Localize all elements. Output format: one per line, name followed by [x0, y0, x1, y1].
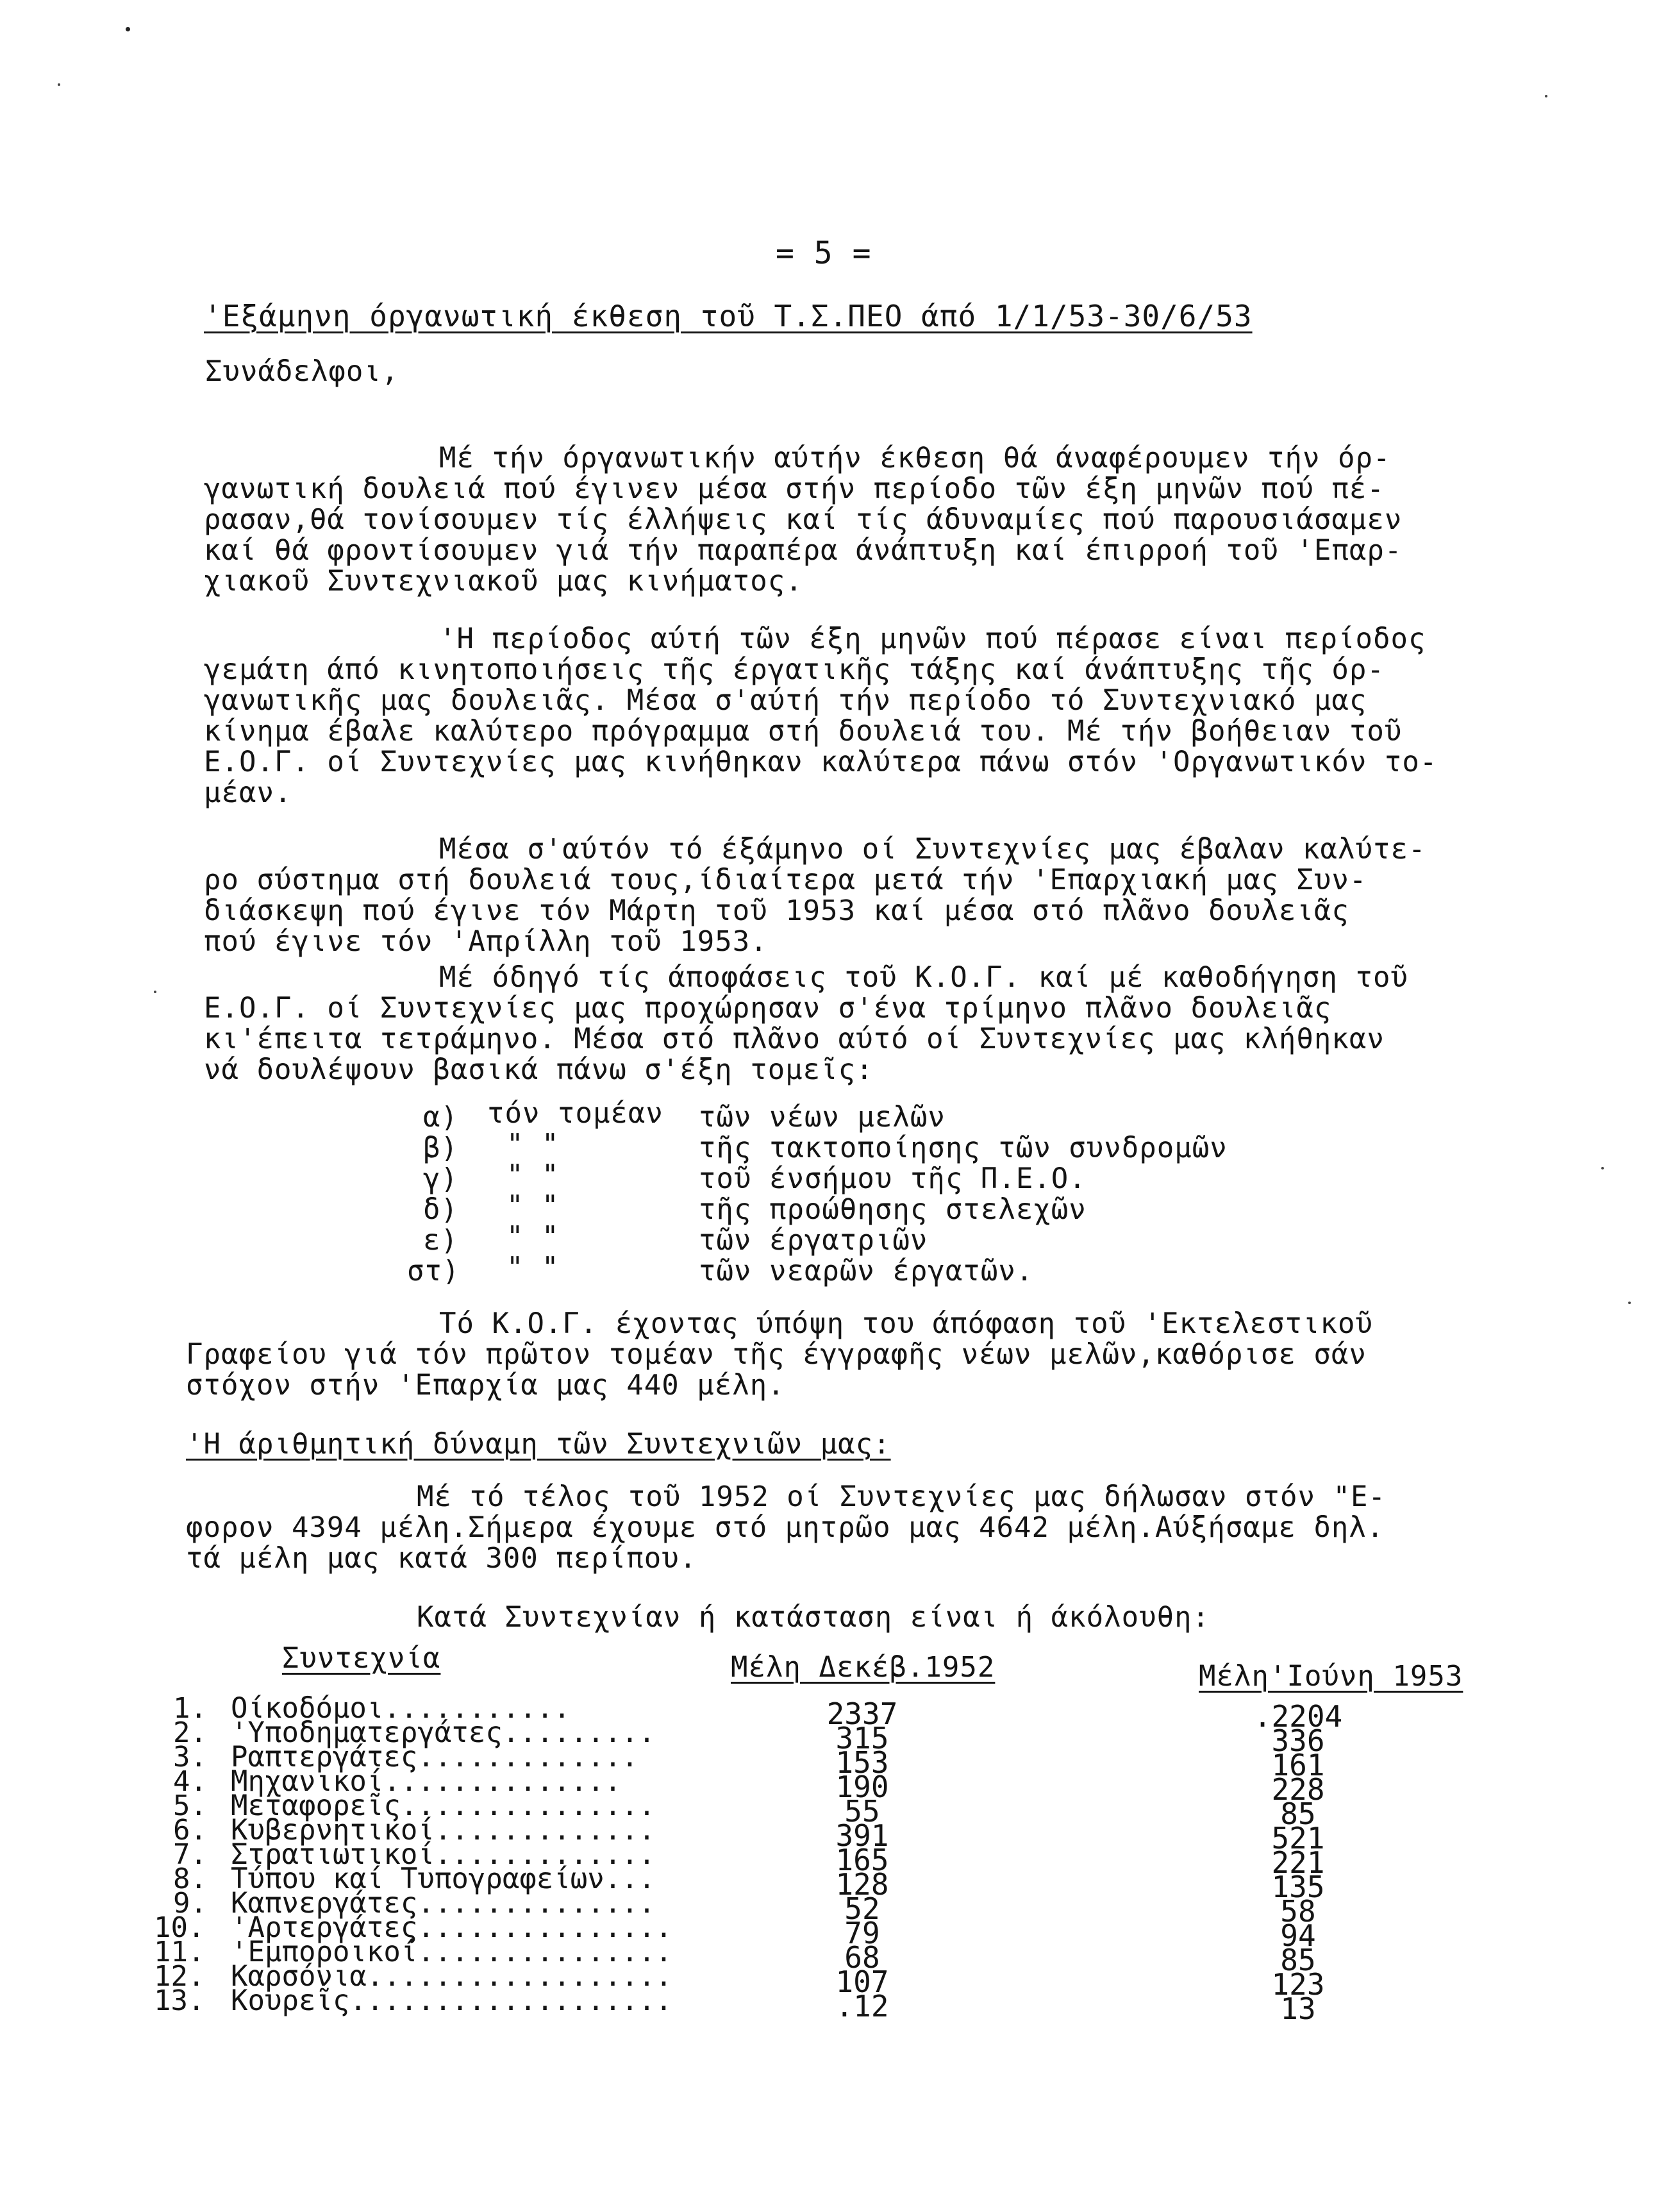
scan-speck	[1601, 1167, 1604, 1169]
text-line: Ε.Ο.Γ. οί Συντεχνίες μας προχώρησαν σ'ένα τρίμηνο πλᾶνο δουλειᾶς	[204, 992, 1332, 1025]
text-line: 'Η περίοδος αύτή τῶν έξη μηνῶν πού πέρασε είναι περίοδος	[439, 623, 1426, 655]
text-line: γεμάτη άπό κινητοποιήσεις τῆς έργατικῆς τάξης καί άνάπτυξης τῆς όρ-	[204, 653, 1385, 686]
table-row-union: Στρατιωτικοί.............	[231, 1838, 656, 1871]
scan-speck	[1545, 95, 1547, 97]
sector-letter: α)	[423, 1101, 458, 1134]
text-line: γανωτική δουλειά πού έγινεν μέσα στήν περίοδο τῶν έξη μηνῶν πού πέ-	[204, 473, 1385, 505]
table-row-union: 'Αρτεργάτες...............	[231, 1911, 672, 1944]
table-row-union: Ραπτεργάτες.............	[231, 1741, 638, 1773]
text-line: διάσκεψη πού έγινε τόν Μάρτη τοῦ 1953 καί μέσα στό πλᾶνο δουλειᾶς	[204, 894, 1349, 927]
text-line: Μέ τήν όργανωτικήν αύτήν έκθεση θά άναφέρουμεν τήν όρ-	[439, 442, 1391, 474]
table-cell-dec-1952: 391	[835, 1818, 889, 1853]
table-row-number: 9.	[173, 1887, 207, 1920]
table-cell-jun-1953: .2204	[1253, 1699, 1343, 1734]
table-row-number: 8.	[173, 1863, 207, 1895]
table-header-dec-1952: Μέλη Δεκέβ.1952	[731, 1651, 996, 1684]
table-cell-dec-1952: .12	[835, 1989, 889, 2023]
table-row-number: 1.	[173, 1692, 207, 1725]
table-cell-jun-1953: 135	[1271, 1870, 1325, 1904]
table-row-union: 'Υποδηματεργάτες.........	[231, 1716, 656, 1749]
text-line: χιακοῦ Συντεχνιακοῦ μας κινήματος.	[204, 565, 803, 598]
sector-letter: β)	[423, 1132, 458, 1164]
text-line: Τό Κ.Ο.Γ. έχοντας ύπόψη του άπόφαση τοῦ 'Εκτελεστικοῦ	[439, 1307, 1373, 1340]
sector-text: τῆς τακτοποίησης τῶν συνδρομῶν	[699, 1132, 1228, 1164]
table-cell-jun-1953: 161	[1271, 1748, 1325, 1782]
sector-prefix: " "	[506, 1159, 560, 1191]
text-line: ρο σύστημα στή δουλειά τους,ίδιαίτερα μετά τήν 'Επαρχιακή μας Συν-	[204, 864, 1367, 896]
scan-speck	[126, 27, 130, 31]
table-row-union: Κυβερνητικοί.............	[231, 1814, 656, 1847]
table-cell-jun-1953: 123	[1271, 1967, 1325, 2002]
table-cell-jun-1953: 58	[1280, 1894, 1316, 1929]
table-row-number: 7.	[173, 1838, 207, 1871]
sector-text: τῆς προώθησης στελεχῶν	[699, 1193, 1087, 1226]
sector-text: τῶν νεαρῶν έργατῶν.	[699, 1255, 1034, 1287]
table-row-union: Μεταφορεῖς...............	[231, 1789, 656, 1822]
table-row-number: 2.	[173, 1716, 207, 1749]
table-cell-jun-1953: 336	[1271, 1723, 1325, 1758]
sector-prefix: " "	[506, 1128, 560, 1160]
table-row-number: 10.	[154, 1911, 205, 1944]
table-cell-dec-1952: 52	[844, 1891, 880, 1926]
table-row-number: 11.	[154, 1936, 205, 1968]
text-line: Μέ όδηγό τίς άποφάσεις τοῦ Κ.Ο.Γ. καί μέ καθοδήγηση τοῦ	[439, 961, 1408, 994]
text-line: Ε.Ο.Γ. οί Συντεχνίες μας κινήθηκαν καλύτερα πάνω στόν 'Οργανωτικόν το-	[204, 746, 1438, 778]
table-header-jun-1953: Μέλη'Ιούνη 1953	[1199, 1660, 1463, 1693]
text-line: γανωτικῆς μας δουλειᾶς. Μέσα σ'αύτή τήν περίοδο τό Συντεχνιακό μας	[204, 684, 1367, 717]
table-row-union: Κουρεῖς...................	[231, 1984, 672, 2017]
table-cell-dec-1952: 153	[835, 1745, 889, 1780]
table-cell-jun-1953: 94	[1280, 1918, 1316, 1953]
table-cell-jun-1953: 228	[1271, 1772, 1325, 1807]
table-cell-jun-1953: 13	[1280, 1991, 1316, 2026]
table-row-number: 13.	[154, 1984, 205, 2017]
salutation: Συνάδελφοι,	[205, 355, 399, 388]
table-row-number: 4.	[173, 1765, 207, 1798]
table-cell-jun-1953: 85	[1280, 1943, 1316, 1977]
text-line: τά μέλη μας κατά 300 περίπου.	[186, 1542, 697, 1575]
table-cell-dec-1952: 315	[835, 1721, 889, 1755]
sector-letter: δ)	[423, 1193, 458, 1226]
scan-speck	[58, 83, 60, 86]
table-cell-jun-1953: 521	[1271, 1821, 1325, 1856]
section-subheading: 'Η άριθμητική δύναμη τῶν Συντεχνιῶν μας:	[186, 1428, 891, 1461]
table-cell-dec-1952: 165	[835, 1843, 889, 1877]
table-cell-dec-1952: 128	[835, 1867, 889, 1902]
sector-letter: στ)	[407, 1255, 460, 1287]
table-intro: Κατά Συντεχνίαν ή κατάσταση είναι ή άκόλουθη:	[417, 1601, 1210, 1634]
text-line: φορον 4394 μέλη.Σήμερα έχουμε στό μητρῶο μας 4642 μέλη.Αύξήσαμε δηλ.	[186, 1511, 1385, 1544]
table-row-union: Καρσόνια..................	[231, 1960, 672, 1993]
sector-prefix: " "	[506, 1251, 560, 1284]
page-number: = 5 =	[776, 235, 872, 271]
table-cell-dec-1952: 68	[844, 1940, 880, 1975]
sector-prefix: τόν τομέαν	[487, 1097, 663, 1130]
table-row-union: 'Εμποροικοί...............	[231, 1936, 672, 1968]
text-line: Μέσα σ'αύτόν τό έξάμηνο οί Συντεχνίες μας έβαλαν καλύτε-	[439, 833, 1426, 866]
sector-text: τῶν νέων μελῶν	[699, 1101, 946, 1134]
table-row-union: Μηχανικοί..............	[231, 1765, 622, 1798]
sector-text: τῶν έργατριῶν	[699, 1224, 928, 1257]
table-cell-dec-1952: 2337	[826, 1697, 898, 1731]
text-line: πού έγινε τόν 'Απρίλλη τοῦ 1953.	[204, 925, 768, 958]
sector-prefix: " "	[506, 1220, 560, 1253]
table-cell-dec-1952: 107	[835, 1965, 889, 1999]
table-row-number: 5.	[173, 1789, 207, 1822]
table-cell-jun-1953: 85	[1280, 1797, 1316, 1831]
text-line: Μέ τό τέλος τοῦ 1952 οί Συντεχνίες μας δήλωσαν στόν "Ε-	[417, 1480, 1386, 1513]
sector-text: τοῦ ένσήμου τῆς Π.Ε.Ο.	[699, 1162, 1087, 1195]
table-cell-dec-1952: 190	[835, 1770, 889, 1804]
table-row-number: 12.	[154, 1960, 205, 1993]
document-title: 'Εξάμηνη όργανωτική έκθεση τοῦ Τ.Σ.ΠΕΟ άπό 1/1/53-30/6/53	[204, 299, 1253, 333]
sector-letter: ε)	[423, 1224, 458, 1257]
table-row-union: Οίκοδόμοι...........	[231, 1692, 571, 1725]
text-line: καί θά φροντίσουμεν γιά τήν παραπέρα άνάπτυξη καί έπιρροή τοῦ 'Επαρ-	[204, 534, 1403, 567]
text-line: μέαν.	[204, 776, 292, 809]
table-row-number: 6.	[173, 1814, 207, 1847]
text-line: κι'έπειτα τετράμηνο. Μέσα στό πλᾶνο αύτό οί Συντεχνίες μας κλήθηκαν	[204, 1023, 1385, 1055]
table-row-union: Τύπου καί Τυπογραφείων...	[231, 1863, 656, 1895]
sector-letter: γ)	[423, 1162, 458, 1195]
sector-prefix: " "	[506, 1189, 560, 1222]
text-line: κίνημα έβαλε καλύτερο πρόγραμμα στή δουλειά του. Μέ τήν βοήθειαν τοῦ	[204, 715, 1403, 748]
table-header-union: Συντεχνία	[282, 1642, 441, 1675]
table-cell-jun-1953: 221	[1271, 1845, 1325, 1880]
text-line: στόχον στήν 'Επαρχία μας 440 μέλη.	[186, 1369, 785, 1402]
text-line: Γραφείου γιά τόν πρῶτον τομέαν τῆς έγγραφῆς νέων μελῶν,καθόρισε σάν	[186, 1338, 1367, 1371]
table-row-union: Καπνεργάτες..............	[231, 1887, 656, 1920]
text-line: ρασαν,θά τονίσουμεν τίς έλλήψεις καί τίς άδυναμίες πού παρουσιάσαμεν	[204, 503, 1403, 536]
table-cell-dec-1952: 55	[844, 1794, 880, 1829]
scan-speck	[154, 991, 156, 993]
text-line: νά δουλέψουν βασικά πάνω σ'έξη τομεῖς:	[204, 1053, 874, 1086]
table-cell-dec-1952: 79	[844, 1916, 880, 1950]
table-row-number: 3.	[173, 1741, 207, 1773]
scan-speck	[1628, 1302, 1631, 1304]
